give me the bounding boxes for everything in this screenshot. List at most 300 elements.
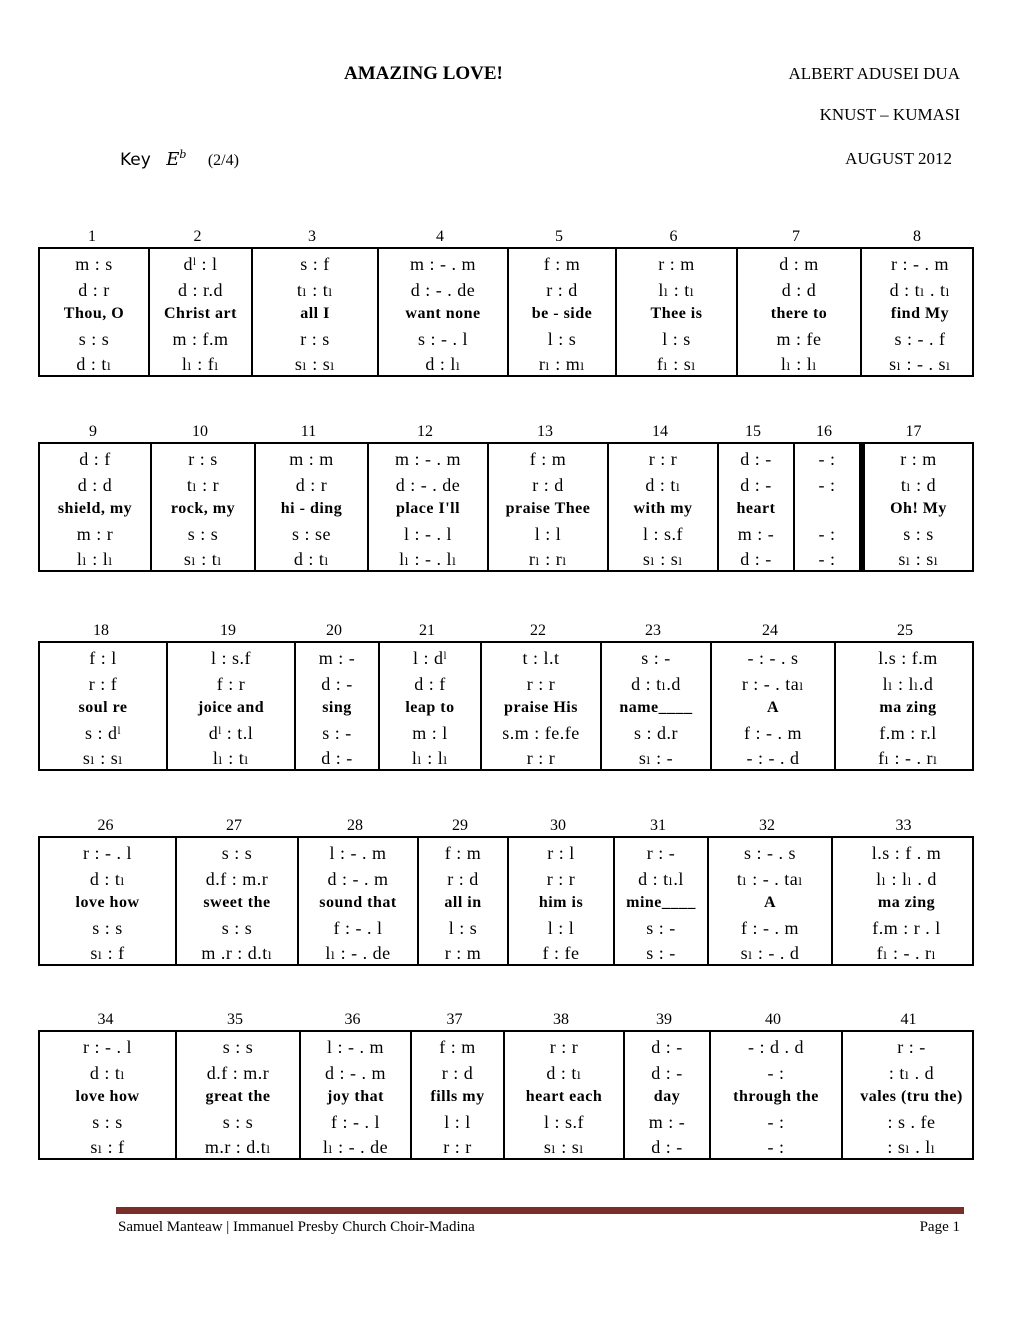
solfa-part: lₗ : fₗ <box>181 354 220 374</box>
lyric-text: leap to <box>405 699 455 716</box>
measure-number: 35 <box>227 1011 243 1028</box>
measure-numbers <box>38 228 976 248</box>
solfa-part: r : - . l <box>83 843 132 863</box>
solfa-part: m : - . m <box>410 254 476 274</box>
solfa-part: : sₗ . lₗ <box>887 1137 936 1157</box>
solfa-part: l : s <box>547 329 577 349</box>
lyric-text: joy that <box>327 1088 384 1105</box>
solfa-part: d : - <box>740 475 772 495</box>
score-system <box>38 228 976 374</box>
solfa-part: s : - . f <box>894 329 946 349</box>
lyric-text: soul re <box>78 699 128 716</box>
solfa-part: tₗ : r <box>186 475 220 495</box>
measure-35 <box>175 1032 299 1158</box>
solfa-part: s : se <box>292 524 331 544</box>
solfa-part: lₗ : - . de <box>322 1137 389 1157</box>
solfa-part: l : s.f <box>210 648 251 668</box>
key-signature <box>120 148 239 170</box>
measure-20 <box>294 643 378 769</box>
solfa-part: s : dˡ <box>85 723 121 743</box>
solfa-part: m.r : d.tₗ <box>204 1137 272 1157</box>
measure-number: 37 <box>446 1011 463 1028</box>
measure-30 <box>507 838 613 964</box>
measure-number: 30 <box>550 817 566 834</box>
solfa-part: s : - <box>646 918 676 938</box>
lyric-text: sound that <box>319 894 397 911</box>
solfa-part: r : - <box>646 843 676 863</box>
solfa-part: r : - . m <box>891 254 949 274</box>
measure-number: 24 <box>762 622 778 639</box>
solfa-part: s : - <box>641 648 671 668</box>
measure-37 <box>410 1032 503 1158</box>
solfa-part: d : r <box>295 475 328 495</box>
lyric-text: all in <box>444 894 482 911</box>
solfa-part: d : - . de <box>410 280 476 300</box>
measure-number: 11 <box>300 423 317 440</box>
measure-8 <box>860 249 978 375</box>
solfa-part: - : <box>818 449 836 469</box>
measure-number: 23 <box>645 622 661 639</box>
solfa-part: sₗ : sₗ <box>82 748 124 768</box>
score-system <box>38 817 976 963</box>
solfa-part: r : r <box>526 674 556 694</box>
solfa-part: m : l <box>412 723 448 743</box>
solfa-part: f : - . m <box>744 723 802 743</box>
solfa-part: d : tₗ <box>645 475 681 495</box>
solfa-part: l : s <box>448 918 478 938</box>
lyric-text: sweet the <box>203 894 271 911</box>
lyric-text: great the <box>205 1088 271 1105</box>
solfa-part: d : tₗ . tₗ <box>889 280 951 300</box>
solfa-part: lₗ : tₗ <box>212 748 250 768</box>
measure-number: 7 <box>792 228 800 245</box>
solfa-part: m : - . m <box>395 449 461 469</box>
solfa-part: d : tₗ <box>76 354 112 374</box>
measure-38 <box>503 1032 623 1158</box>
measure-number: 16 <box>816 423 832 440</box>
score-system <box>38 1011 976 1157</box>
lyric-text: fills my <box>430 1088 485 1105</box>
measure-number: 41 <box>900 1011 917 1028</box>
lyric-text: love how <box>75 894 140 911</box>
measure-32 <box>707 838 831 964</box>
measure-22 <box>480 643 600 769</box>
solfa-part: r : d <box>441 1063 474 1083</box>
solfa-part: l.s : f.m <box>878 648 938 668</box>
measure-number: 14 <box>652 423 668 440</box>
measure-13 <box>487 444 607 570</box>
measure-number: 18 <box>93 622 109 639</box>
solfa-part: s : s <box>222 1112 254 1132</box>
solfa-part: sₗ : - . d <box>740 943 800 963</box>
measure-6 <box>615 249 736 375</box>
solfa-part: l : - . m <box>329 843 387 863</box>
solfa-part: d : - . m <box>325 1063 386 1083</box>
measure-number: 40 <box>765 1011 781 1028</box>
lyric-text: with my <box>633 500 693 517</box>
measure-39 <box>623 1032 709 1158</box>
solfa-part: tₗ : tₗ <box>296 280 334 300</box>
lyric-text: ma zing <box>879 699 937 716</box>
footer-rule <box>116 1207 964 1214</box>
solfa-part: fₗ : sₗ <box>656 354 697 374</box>
measure-33 <box>831 838 980 964</box>
measure-number: 27 <box>226 817 242 834</box>
solfa-part: d : tₗ <box>89 1063 126 1083</box>
solfa-part: f : m <box>529 449 567 469</box>
solfa-part: r : m <box>658 254 695 274</box>
solfa-part: m : - <box>648 1112 686 1132</box>
footer-credit: Samuel Manteaw | Immanuel Presby Church Choir-Madina <box>118 1219 475 1235</box>
measure-11 <box>254 444 367 570</box>
solfa-part: - : - . s <box>747 648 799 668</box>
solfa-part: l : l <box>547 918 575 938</box>
composition-date: AUGUST 2012 <box>845 149 952 168</box>
measure-10 <box>150 444 254 570</box>
lyric-text: A <box>763 894 777 911</box>
measure-23 <box>600 643 710 769</box>
lyric-text: want none <box>405 305 481 322</box>
measure-number: 15 <box>745 423 761 440</box>
solfa-part: d.f : m.r <box>206 1063 270 1083</box>
measure-41 <box>841 1032 980 1158</box>
solfa-part: d : tₗ <box>293 549 330 569</box>
measure-numbers <box>38 817 976 837</box>
solfa-part: - : <box>818 549 836 569</box>
solfa-part: d : d <box>77 475 113 495</box>
key-label: Key <box>120 150 151 170</box>
measure-number: 4 <box>436 228 444 245</box>
lyric-text: love how <box>75 1088 140 1105</box>
solfa-part: dˡ : t.l <box>208 723 254 743</box>
measure-grid <box>38 641 974 771</box>
solfa-part: rₗ : mₗ <box>538 354 586 374</box>
solfa-part: d : - . de <box>395 475 461 495</box>
solfa-part: tₗ : d <box>900 475 937 495</box>
solfa-part: - : <box>767 1063 785 1083</box>
solfa-part: f : r <box>216 674 246 694</box>
solfa-part: m : s <box>75 254 113 274</box>
measure-number: 25 <box>897 622 913 639</box>
solfa-part: s : d.r <box>634 723 678 743</box>
solfa-part: f : l <box>89 648 117 668</box>
solfa-part: d : - <box>740 549 772 569</box>
measure-9 <box>40 444 150 570</box>
solfa-part: r : r <box>443 1137 472 1157</box>
solfa-part: - : - . d <box>746 748 800 768</box>
measure-14 <box>607 444 717 570</box>
lyric-text: joice and <box>197 699 265 716</box>
lyric-text: praise His <box>504 699 578 716</box>
score-system <box>38 622 976 768</box>
solfa-part: lₗ : lₗ . d <box>876 869 937 889</box>
measure-numbers <box>38 423 976 443</box>
lyric-text: heart each <box>525 1088 603 1105</box>
solfa-part: l : s.f <box>642 524 683 544</box>
measure-numbers <box>38 1011 976 1031</box>
lyric-text: heart <box>736 500 776 517</box>
solfa-part: lₗ : - . lₗ <box>399 549 457 569</box>
measure-31 <box>613 838 707 964</box>
solfa-part: f.m : r . l <box>872 918 941 938</box>
measure-number: 33 <box>895 817 912 834</box>
measure-grid <box>38 836 974 966</box>
measure-27 <box>175 838 297 964</box>
solfa-part: d : lₗ <box>425 354 461 374</box>
measure-number: 19 <box>220 622 236 639</box>
solfa-part: r : - . l <box>83 1037 132 1057</box>
solfa-part: - : d . d <box>748 1037 804 1057</box>
solfa-part: d : tₗ.l <box>638 869 684 889</box>
solfa-part: s : - . l <box>417 329 468 349</box>
solfa-part: r : r <box>526 748 556 768</box>
key-accidental: b <box>179 148 187 161</box>
solfa-part: l : dˡ <box>413 648 447 668</box>
page-title: AMAZING LOVE! <box>344 63 503 84</box>
solfa-part: d.f : m.r <box>205 869 269 889</box>
solfa-part: l.s : f . m <box>871 843 942 863</box>
time-signature: (2/4) <box>207 152 239 169</box>
lyric-text: shield, my <box>57 500 133 517</box>
measure-29 <box>417 838 507 964</box>
solfa-part: r : - <box>897 1037 926 1057</box>
solfa-part: r : d <box>447 869 479 889</box>
solfa-part: r : s <box>300 329 330 349</box>
solfa-part: d : - <box>740 449 772 469</box>
measure-number: 32 <box>759 817 775 834</box>
solfa-part: - : <box>767 1137 785 1157</box>
solfa-part: sₗ : tₗ <box>183 549 223 569</box>
solfa-part: - : <box>767 1112 785 1132</box>
solfa-part: sₗ : f <box>90 1137 125 1157</box>
solfa-part: l : l <box>534 524 562 544</box>
lyric-text: praise Thee <box>505 500 591 517</box>
lyric-text <box>795 496 859 522</box>
solfa-part: fₗ : - . rₗ <box>878 748 938 768</box>
measure-number: 5 <box>555 228 563 245</box>
solfa-part: rₗ : rₗ <box>528 549 568 569</box>
solfa-part: sₗ : - <box>638 748 674 768</box>
solfa-part: l : - . m <box>327 1037 384 1057</box>
measure-15 <box>717 444 793 570</box>
measure-number: 2 <box>193 228 202 245</box>
solfa-part: r : m <box>444 943 482 963</box>
solfa-part: lₗ : tₗ <box>658 280 695 300</box>
key-note: $E^b$ <box>166 148 187 170</box>
measure-number: 3 <box>308 228 316 245</box>
measure-number: 9 <box>89 423 97 440</box>
measure-number: 20 <box>326 622 342 639</box>
solfa-part: fₗ : - . rₗ <box>876 943 937 963</box>
solfa-part: sₗ : sₗ <box>642 549 684 569</box>
lyric-text: there to <box>770 305 828 322</box>
measure-25 <box>834 643 980 769</box>
solfa-part: r : r <box>648 449 678 469</box>
measure-12 <box>367 444 487 570</box>
solfa-part: d : d <box>781 280 817 300</box>
solfa-part: f : fe <box>542 943 580 963</box>
measure-24 <box>710 643 834 769</box>
measure-36 <box>299 1032 410 1158</box>
solfa-part: d : - <box>651 1137 683 1157</box>
page-number: Page 1 <box>919 1219 960 1235</box>
solfa-part: r : r <box>546 869 576 889</box>
lyric-text: ma zing <box>877 894 936 911</box>
solfa-part: m : - <box>737 524 775 544</box>
measure-18 <box>40 643 166 769</box>
score-system <box>38 423 976 569</box>
measure-number: 38 <box>553 1011 569 1028</box>
solfa-part: s : s <box>78 329 110 349</box>
lyric-text: Oh! My <box>890 500 947 517</box>
solfa-part: l : - . l <box>404 524 452 544</box>
measure-40 <box>709 1032 841 1158</box>
solfa-part: sₗ : sₗ <box>898 549 939 569</box>
solfa-part: f : - . l <box>331 1112 380 1132</box>
solfa-part: f : m <box>543 254 581 274</box>
solfa-part: lₗ : lₗ <box>411 748 449 768</box>
solfa-part: r : s <box>188 449 218 469</box>
solfa-part: s : s <box>903 524 934 544</box>
solfa-part: s : - <box>322 723 352 743</box>
solfa-part: d : m <box>779 254 819 274</box>
solfa-part: r : d <box>546 280 578 300</box>
solfa-part: d : - <box>651 1037 683 1057</box>
solfa-part: dˡ : l <box>183 254 218 274</box>
composer-name: ALBERT ADUSEI DUA <box>788 64 960 83</box>
lyric-text: mine____ <box>626 894 696 911</box>
solfa-part: : tₗ . d <box>888 1063 935 1083</box>
solfa-part: m : - <box>318 648 356 668</box>
solfa-part: tₗ : - . taₗ <box>736 869 804 889</box>
solfa-part: - : <box>818 524 836 544</box>
lyric-text: be - side <box>531 305 593 322</box>
measure-grid <box>38 1030 974 1160</box>
solfa-part: l : s <box>662 329 691 349</box>
solfa-part: lₗ : lₗ <box>780 354 818 374</box>
measure-numbers <box>38 622 976 642</box>
solfa-part: s : - <box>646 943 676 963</box>
solfa-part: m : m <box>289 449 334 469</box>
composer-place: KNUST – KUMASI <box>819 105 960 124</box>
lyric-text: A <box>766 699 780 716</box>
solfa-part: d : - <box>321 748 353 768</box>
solfa-part: d : tₗ.d <box>631 674 681 694</box>
solfa-part: d : tₗ <box>89 869 126 889</box>
solfa-part: m .r : d.tₗ <box>201 943 273 963</box>
solfa-part: r : - . taₗ <box>741 674 805 694</box>
solfa-part: l : l <box>444 1112 471 1132</box>
solfa-part: s : s <box>221 843 253 863</box>
solfa-part: s.m : fe.fe <box>502 723 580 743</box>
measure-number: 22 <box>530 622 546 639</box>
lyric-text: vales (tru the) <box>860 1088 963 1105</box>
measure-2 <box>148 249 251 375</box>
lyric-text: sing <box>322 699 352 716</box>
lyric-text: through the <box>733 1088 819 1105</box>
measure-21 <box>378 643 480 769</box>
solfa-part: d : f <box>79 449 111 469</box>
solfa-part: r : f <box>88 674 118 694</box>
solfa-part: r : l <box>547 843 575 863</box>
lyric-text: name____ <box>619 699 693 716</box>
solfa-part: s : s <box>222 1037 254 1057</box>
solfa-part: s : s <box>221 918 253 938</box>
solfa-part: d : f <box>414 674 446 694</box>
solfa-part: s : s <box>92 1112 123 1132</box>
measure-16 <box>793 444 859 570</box>
solfa-part: d : r.d <box>177 280 223 300</box>
measure-number: 1 <box>88 228 96 245</box>
lyric-text: Christ art <box>164 305 237 322</box>
solfa-part: sₗ : sₗ <box>294 354 336 374</box>
measure-number: 29 <box>452 817 468 834</box>
solfa-part: sₗ : sₗ <box>543 1137 585 1157</box>
solfa-part: d : - . m <box>327 869 389 889</box>
solfa-part: lₗ : - . de <box>325 943 391 963</box>
lyric-text: all I <box>300 305 330 322</box>
lyric-text: Thee is <box>650 305 703 322</box>
measure-number: 36 <box>344 1011 361 1028</box>
lyric-text: find My <box>890 305 950 322</box>
measure-1 <box>40 249 148 375</box>
solfa-part: : s . fe <box>887 1112 936 1132</box>
solfa-part: sₗ : f <box>90 943 125 963</box>
measure-grid <box>38 442 974 572</box>
lyric-text: hi - ding <box>280 500 343 517</box>
solfa-part: m : f.m <box>172 329 229 349</box>
measure-34 <box>40 1032 175 1158</box>
measure-number: 12 <box>417 423 433 440</box>
measure-4 <box>377 249 507 375</box>
solfa-part: l : s.f <box>543 1112 584 1132</box>
solfa-part: t : l.t <box>522 648 560 668</box>
lyric-text: rock, my <box>170 500 236 517</box>
measure-28 <box>297 838 417 964</box>
solfa-part: f : - . m <box>741 918 799 938</box>
measure-number: 21 <box>419 622 435 639</box>
solfa-part: r : m <box>900 449 937 469</box>
solfa-part: d : r <box>78 280 110 300</box>
solfa-part: f : - . l <box>333 918 383 938</box>
measure-number: 28 <box>347 817 363 834</box>
lyric-text: place I'll <box>395 500 461 517</box>
solfa-part: - : <box>818 475 836 495</box>
measure-5 <box>507 249 615 375</box>
solfa-part: s : - . s <box>743 843 796 863</box>
measure-26 <box>40 838 175 964</box>
measure-19 <box>166 643 294 769</box>
measure-7 <box>736 249 860 375</box>
solfa-part: sₗ : - . sₗ <box>889 354 951 374</box>
measure-grid <box>38 247 974 377</box>
measure-number: 13 <box>537 423 553 440</box>
measure-number: 31 <box>650 817 666 834</box>
measure-17 <box>859 444 972 570</box>
measure-number: 17 <box>905 423 922 440</box>
measure-number: 10 <box>192 423 208 440</box>
solfa-part: m : fe <box>776 329 822 349</box>
solfa-part: d : tₗ <box>546 1063 582 1083</box>
measure-3 <box>251 249 377 375</box>
solfa-part: m : r <box>76 524 114 544</box>
solfa-part: r : r <box>549 1037 579 1057</box>
lyric-text: him is <box>538 894 584 911</box>
measure-number: 26 <box>97 817 114 834</box>
measure-number: 39 <box>656 1011 672 1028</box>
solfa-part: s : s <box>92 918 123 938</box>
solfa-part: d : - <box>651 1063 683 1083</box>
